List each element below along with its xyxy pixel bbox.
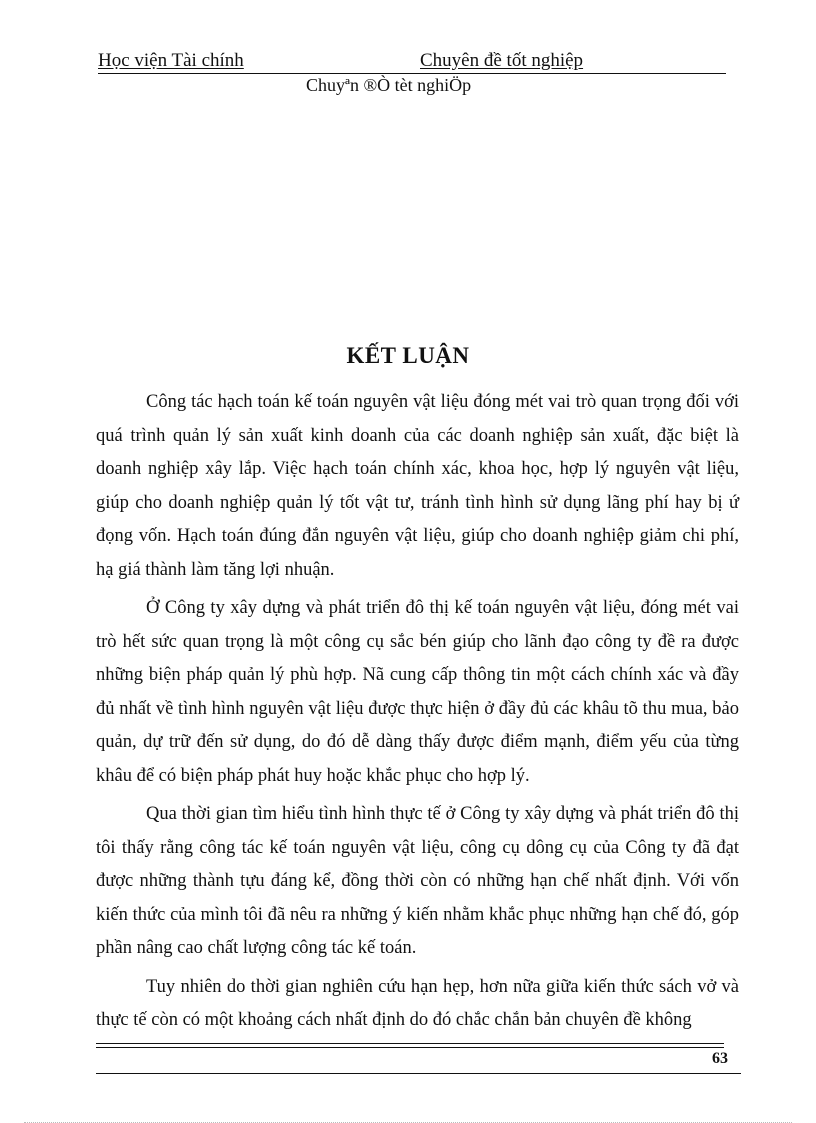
body-text xyxy=(96,386,739,1043)
section-title: KẾT LUẬN xyxy=(346,343,470,368)
paragraph-3: Qua thời gian tìm hiểu tình hình thực tế ở Công ty xây dựng và phát triển đô thị tôi thấy rằng công tác kế toán nguyên vật liệu, công cụ dông cụ của Công ty đã đạt được những thành tựu đáng kể, đồng thời còn có những hạn chế nhất định. Với vốn kiến thức của mình tôi đã nêu ra những ý kiến nhằm khắc phục những hạn chế đó, góp phần nâng cao chất lượng công tác kế toán. xyxy=(96,804,739,958)
header-institution: Học viện Tài chính xyxy=(98,50,244,71)
paragraph-2: Ở Công ty xây dựng và phát triển đô thị kế toán nguyên vật liệu, đóng mét vai trò hết sức quan trọng là một công cụ sắc bén giúp cho lãnh đạo công ty đề ra được những biện pháp quản lý phù hợp. Nã cung cấp thông tin một cách chính xác và đầy đủ nhất về tình hình nguyên vật liệu được thực hiện ở đầy đủ các khâu tõ thu mua, bảo quản, dự trữ đến sử dụng, do đó dễ dàng thấy được điểm mạnh, điểm yếu của từng khâu để có biện pháp phát huy hoặc khắc phục cho hợp lý. xyxy=(96,598,739,786)
header-rule xyxy=(98,73,726,74)
footer-rule-bottom xyxy=(96,1073,741,1074)
footer-rule-top xyxy=(96,1043,724,1044)
header-subtitle: Chuyªn ®Ò tèt nghiÖp xyxy=(306,75,472,95)
paragraph-1: Công tác hạch toán kế toán nguyên vật liệu đóng mét vai trò quan trọng đối với quá trình quản lý sản xuất kinh doanh của các doanh nghiệp sản xuất, đặc biệt là doanh nghiệp xây lắp. Việc hạch toán chính xác, khoa học, hợp lý nguyên vật liệu, giúp cho doanh nghiệp quản lý tốt vật tư, tránh tình hình sử dụng lãng phí hay bị ứ đọng vốn. Hạch toán đúng đắn nguyên vật liệu, giúp cho doanh nghiệp giảm chi phí, hạ giá thành làm tăng lợi nhuận. xyxy=(96,392,739,580)
footer-rule-second xyxy=(96,1047,724,1048)
header-document-type: Chuyên đề tốt nghiệp xyxy=(420,50,584,71)
paragraph-4: Tuy nhiên do thời gian nghiên cứu hạn hẹp, hơn nữa giữa kiến thức sách vở và thực tế còn có một khoảng cách nhất định do đó chắc chắn bản chuyên đề không xyxy=(96,976,739,1030)
page-number: 63 xyxy=(712,1050,728,1067)
